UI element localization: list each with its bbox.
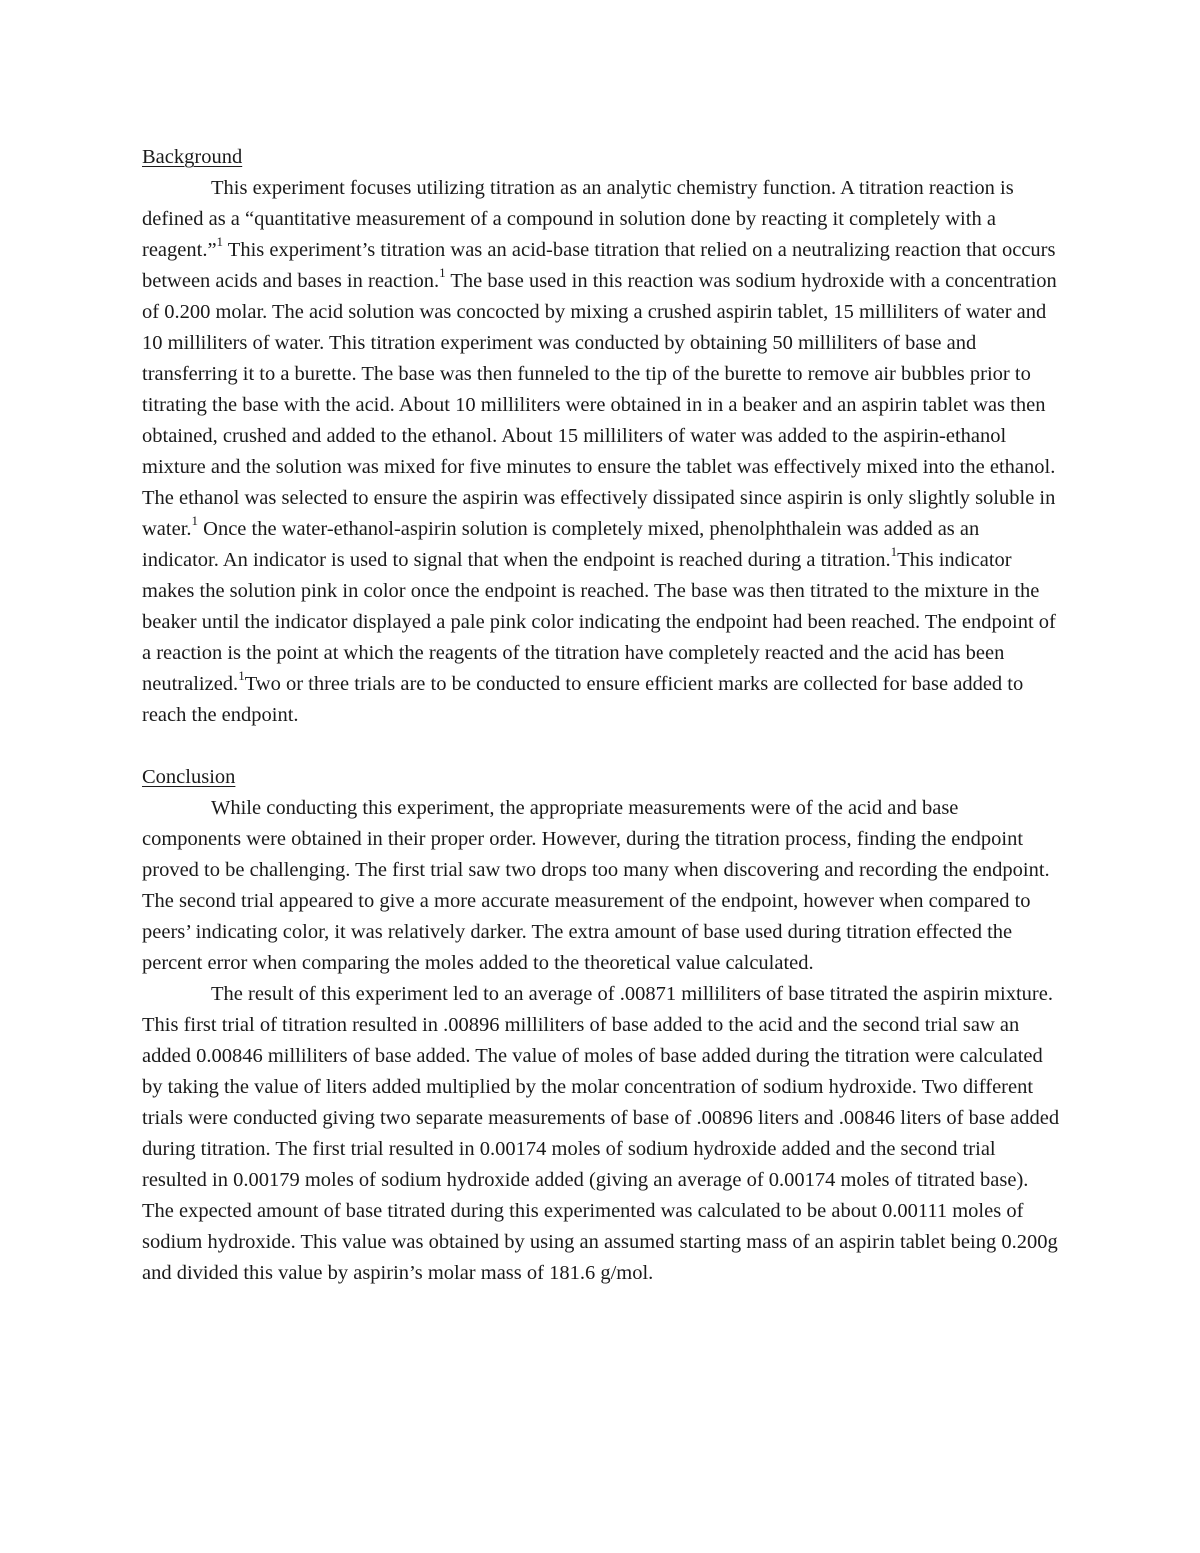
citation-superscript: 1 [439, 265, 446, 281]
section-spacer [142, 731, 1060, 762]
document-page [142, 142, 1060, 1289]
background-text-4: Once the water-ethanol-aspirin solution is completely mixed, phenolphthalein was added as an indicator. An indicator is used to signal that when the endpoint is reached during a titration. [142, 518, 980, 571]
conclusion-paragraph-1: While conducting this experiment, the appropriate measurements were of the acid and base components were obtained in their proper order. However, during the titration process, finding the endpoint proved to be challenging. The first trial saw two drops too many when discovering and recording the endpoint. The second trial appeared to give a more accurate measurement of the endpoint, however when compared to peers’ indicating color, it was relatively darker. The extra amount of base used during titration effected the percent error when comparing the moles added to the theoretical value calculated. [142, 797, 1050, 974]
background-text-6: Two or three trials are to be conducted to ensure efficient marks are collected for base added to reach the endpoint. [142, 673, 1024, 726]
background-heading: Background [142, 146, 243, 168]
conclusion-paragraph-2: The result of this experiment led to an average of .00871 milliliters of base titrated the aspirin mixture. This first trial of titration resulted in .00896 milliliters of base added to the acid and the second trial saw an added 0.00846 milliliters of base added. The value of moles of base added during the titration were calculated by taking the value of liters added multiplied by the molar concentration of sodium hydroxide. Two different trials were conducted giving two separate measurements of base of .00896 liters and .00846 liters of base added during titration. The first trial resulted in 0.00174 moles of sodium hydroxide added and the second trial resulted in 0.00179 moles of sodium hydroxide added (giving an average of 0.00174 moles of titrated base). The expected amount of base titrated during this experimented was calculated to be about 0.00111 moles of sodium hydroxide. This value was obtained by using an assumed starting mass of an aspirin tablet being 0.200g and divided this value by aspirin’s molar mass of 181.6 g/mol. [142, 983, 1060, 1284]
background-paragraph [142, 173, 1060, 731]
citation-superscript: 1 [238, 668, 245, 684]
citation-superscript: 1 [216, 234, 224, 250]
background-text-1: This experiment focuses utilizing titration as an analytic chemistry function. A titration reaction is defined as a “quantitative measurement of a compound in solution done by reacting it completely with a reagent.” [142, 177, 1014, 261]
background-text-5: This indicator makes the solution pink in color once the endpoint is reached. The base was then titrated to the mixture in the beaker until the indicator displayed a pale pink color indicating the endpoint had been reached. The endpoint of a reaction is the point at which the reagents of the titration have completely reacted and the acid has been neutralized. [142, 549, 1056, 695]
background-text-2: This experiment’s titration was an acid-base titration that relied on a neutralizing reaction that occurs between acids and bases in reaction. [142, 239, 1056, 292]
citation-superscript: 1 [191, 513, 199, 529]
conclusion-heading: Conclusion [142, 766, 236, 788]
citation-superscript: 1 [890, 544, 898, 560]
background-text-3: The base used in this reaction was sodium hydroxide with a concentration of 0.200 molar. The acid solution was concocted by mixing a crushed aspirin tablet, 15 milliliters of water and 10 milliliters of water. This titration experiment was conducted by obtaining 50 milliliters of base and transferring it to a burette. The base was then funneled to the tip of the burette to remove air bubbles prior to titrating the base with the acid. About 10 milliliters were obtained in in a beaker and an aspirin tablet was then obtained, crushed and added to the ethanol. About 15 milliliters of water was added to the aspirin-ethanol mixture and the solution was mixed for five minutes to ensure the tablet was effectively mixed into the ethanol. The ethanol was selected to ensure the aspirin was effectively dissipated since aspirin is only slightly soluble in water. [142, 270, 1057, 540]
